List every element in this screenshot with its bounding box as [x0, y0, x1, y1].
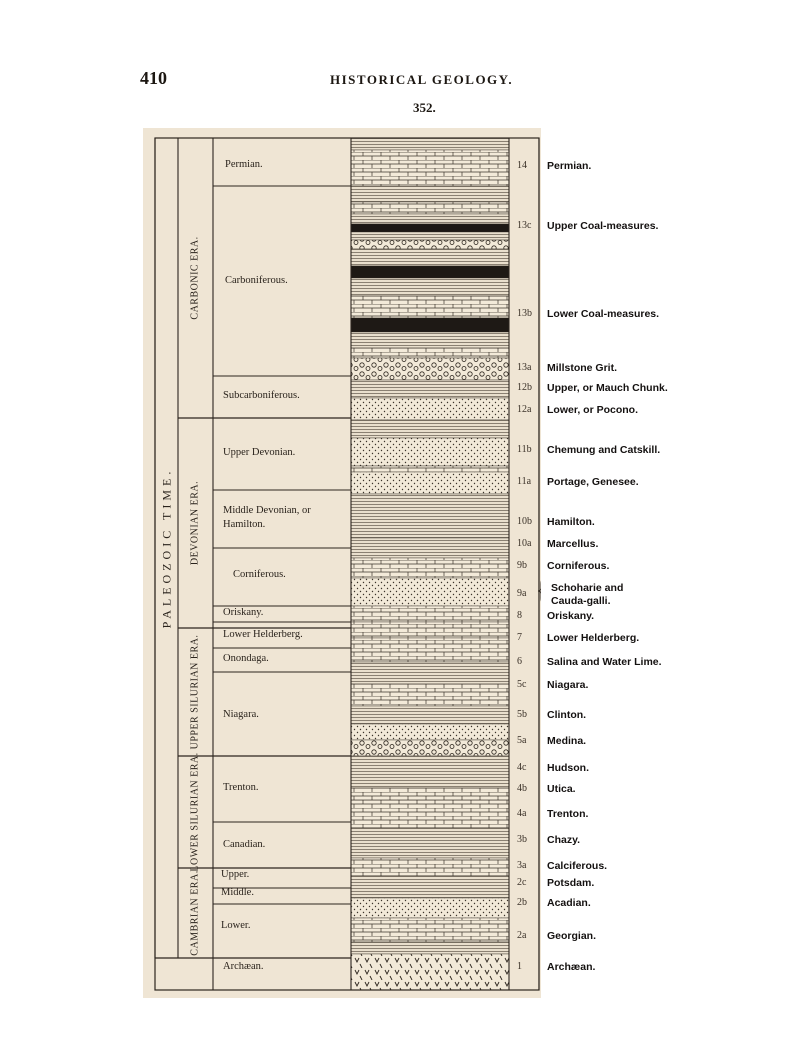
stratum-code: 14	[517, 160, 527, 171]
stratum-band	[351, 558, 509, 578]
stratum-band	[351, 876, 509, 898]
stratum-band	[351, 756, 509, 788]
stratum-name: Permian.	[547, 160, 592, 172]
stratum-name: Medina.	[547, 735, 587, 747]
stratum-band	[351, 740, 509, 756]
stratum-name: Lower Coal-measures.	[547, 308, 660, 320]
stratum-name: Utica.	[547, 783, 576, 795]
stratum-band	[351, 138, 509, 150]
stratum-name: Niagara.	[547, 679, 589, 691]
stratum-band	[351, 318, 509, 332]
stratum-name: Trenton.	[547, 808, 589, 820]
stratum-name: Upper Coal-measures.	[547, 220, 659, 232]
stratum-band	[351, 684, 509, 706]
stratum-band	[351, 662, 509, 684]
stratum-code: 8	[517, 610, 522, 621]
stratum-code: 13a	[517, 362, 532, 373]
stratum-band	[351, 332, 509, 348]
stratum-code: 2a	[517, 930, 527, 941]
stratum-band	[351, 214, 509, 224]
stratum-band	[351, 150, 509, 186]
stratum-band	[351, 266, 509, 278]
stratum-code: 6	[517, 656, 522, 667]
stratum-band	[351, 622, 509, 638]
era-label-upper-silurian: UPPER SILURIAN ERA.	[189, 634, 201, 750]
stratigraphic-column-figure	[143, 128, 668, 998]
stratum-name: Marcellus.	[547, 538, 599, 550]
stratum-band	[351, 954, 509, 990]
stratum-name: Chemung and Catskill.	[547, 444, 661, 456]
stratum-code: 13b	[517, 308, 532, 319]
era-label-devonian: DEVONIAN ERA.	[189, 480, 201, 566]
stratum-name: Hamilton.	[547, 516, 595, 528]
stratum-band	[351, 232, 509, 240]
stratum-name: Potsdam.	[547, 877, 595, 889]
stratum-code: 5b	[517, 709, 527, 720]
stratum-band	[351, 296, 509, 318]
stratum-name: Calciferous.	[547, 860, 608, 872]
stratum-name: Lower, or Pocono.	[547, 404, 639, 416]
period-label: Subcarboniferous.	[223, 390, 300, 401]
stratum-name: Georgian.	[547, 930, 597, 942]
stratum-name: Portage, Genesee.	[547, 476, 639, 488]
stratum-band	[351, 240, 509, 249]
stratum-band	[351, 348, 509, 358]
stratum-name: Millstone Grit.	[547, 362, 618, 374]
period-label: Trenton.	[223, 782, 259, 793]
stratum-name: Upper, or Mauch Chunk.	[547, 382, 668, 394]
stratum-code: 4b	[517, 783, 527, 794]
stratum-band	[351, 224, 509, 232]
stratum-band	[351, 788, 509, 800]
stratum-band	[351, 494, 509, 538]
stratum-name: Oriskany.	[547, 610, 595, 622]
stratum-band	[351, 606, 509, 622]
stratum-band	[351, 472, 509, 494]
stratum-band	[351, 420, 509, 438]
stratum-name: Salina and Water Lime.	[547, 656, 662, 668]
stratum-code: 4c	[517, 762, 527, 773]
period-label: Archæan.	[223, 961, 264, 972]
stratum-code: 13c	[517, 220, 532, 231]
period-label: Carboniferous.	[225, 275, 288, 286]
stratum-code: 10a	[517, 538, 532, 549]
stratum-code: 12a	[517, 404, 532, 415]
stratum-code: 7	[517, 632, 522, 643]
stratum-code: 11b	[517, 444, 532, 455]
stratum-code: 2b	[517, 897, 527, 908]
stratum-band	[351, 186, 509, 202]
stratum-band	[351, 538, 509, 558]
stratum-code: 5c	[517, 679, 527, 690]
stratum-band	[351, 398, 509, 420]
stratum-name: Chazy.	[547, 834, 581, 846]
stratum-name: Lower Helderberg.	[547, 632, 640, 644]
stratum-band	[351, 942, 509, 954]
stratum-band	[351, 898, 509, 918]
stratum-band	[351, 638, 509, 662]
period-label: Permian.	[225, 159, 263, 170]
stratum-code: 11a	[517, 476, 532, 487]
stratum-name: Archæan.	[547, 961, 596, 973]
stratum-band	[351, 724, 509, 740]
page-number: 410	[140, 68, 167, 88]
period-label: Middle.	[221, 887, 254, 898]
stratum-band	[351, 828, 509, 858]
column-drawing	[143, 128, 541, 998]
period-label: Niagara.	[223, 709, 259, 720]
period-label: Oriskany.	[223, 607, 264, 618]
stratum-name: Schoharie and Cauda-galli.	[551, 582, 624, 607]
stratum-code: 12b	[517, 382, 532, 393]
era-label-lower-silurian: LOWER SILURIAN ERA.	[189, 752, 201, 872]
period-label: Upper.	[221, 869, 250, 880]
stratum-band	[351, 278, 509, 296]
stratum-band	[351, 202, 509, 214]
period-label: Canadian.	[223, 839, 266, 850]
stratum-code: 9a	[517, 588, 527, 599]
stratum-code: 3b	[517, 834, 527, 845]
stratum-code: 4a	[517, 808, 527, 819]
stratum-band	[351, 249, 509, 266]
stratum-name: Clinton.	[547, 709, 587, 721]
page-header	[0, 68, 800, 92]
stratum-code: 5a	[517, 735, 527, 746]
stratum-band	[351, 706, 509, 724]
period-label: Middle Devonian, or Hamilton.	[223, 505, 311, 530]
stratum-code: 2c	[517, 877, 527, 888]
stratum-code: 10b	[517, 516, 532, 527]
stratum-band	[351, 800, 509, 828]
stratum-band	[351, 466, 509, 472]
stratum-code: 3a	[517, 860, 527, 871]
stratum-band	[351, 380, 509, 398]
stratum-code: 1	[517, 961, 522, 972]
period-label: Lower Helderberg.	[223, 629, 303, 640]
stratum-name: Acadian.	[547, 897, 591, 909]
stratum-name: Corniferous.	[547, 560, 610, 572]
stratum-band	[351, 438, 509, 466]
stratum-band	[351, 358, 509, 380]
period-label: Corniferous.	[233, 569, 286, 580]
stratum-code: 9b	[517, 560, 527, 571]
stratum-band	[351, 578, 509, 606]
stratum-name: Hudson.	[547, 762, 589, 774]
stratum-band	[351, 918, 509, 942]
stratum-band	[351, 858, 509, 876]
period-label: Lower.	[221, 920, 251, 931]
figure-number: 352.	[413, 100, 436, 115]
running-head: HISTORICAL GEOLOGY.	[330, 72, 514, 87]
period-label: Onondaga.	[223, 653, 269, 664]
era-label-carbonic: CARBONIC ERA.	[189, 236, 201, 320]
era-label-cambrian: CAMBRIAN ERA.	[189, 870, 201, 956]
period-label: Upper Devonian.	[223, 447, 296, 458]
paleozoic-time-label: PALEOZOIC TIME.	[159, 467, 174, 629]
